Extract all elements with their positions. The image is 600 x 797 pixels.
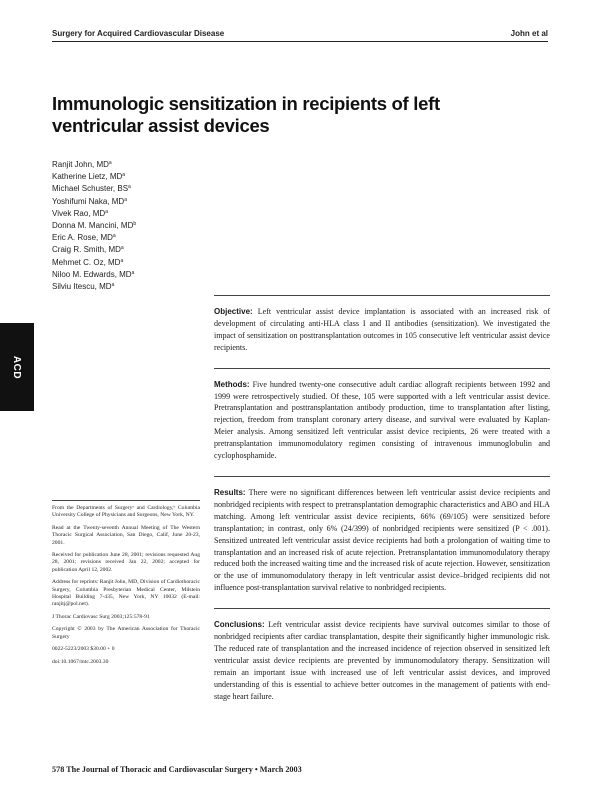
author-item: Yoshifumi Naka, $MD^a$: [52, 196, 127, 206]
author-item: Eric A. Rose, $MD^a$: [52, 233, 116, 243]
doi-note: doi:10.1067/mtc.2003.30: [52, 658, 109, 665]
author-item: Craig R. Smith, $MD^a$: [52, 245, 124, 255]
issn-note: 0022-5223/2003 $30.00 + 0: [52, 646, 115, 653]
abstract-methods: Methods: Five hundred twenty-one consecutive adult cardiac allograft recipients between 1992 and 1999 were retrospectively studied. Of these, 105 were supported with a left ventricular assist device. Pretransplantation and posttransplantation antibody production, time to transplantation after listing, rejection, freedom from transplant coronary artery disease, and survival were evaluated by Kaplan-Meier analysis. Among sensitized left ventricular assist device recipients, 26 were treated with a pretransplantation immunomodulatory regimen consisting of intravenous immunoglobulin and cyclophosphamide.: [214, 379, 550, 461]
section-header: Surgery for Acquired Cardiovascular Disease: [52, 29, 225, 38]
abstract-divider: [214, 608, 550, 609]
section-side-tab: [0, 323, 34, 411]
author-item: Niloo M. Edwards, $MD^a$: [52, 269, 135, 279]
author-item: Mehmet C. Oz, $MD^a$: [52, 257, 124, 267]
abstract-results: Results: There were no significant differences between left ventricular assist device recipients and nonbridged recipients with respect to pretransplantation demographic characteristics and ABO and HLA matching. Among left ventricular assist device recipients, 66% (69/105) were sensitized before transplantation; in contrast, only 6% (24/399) of nonbridged recipients were sensitized (P < .001). Sensitized untreated left ventricular assist device recipients had both a prolongation of waiting time to transplantation and an increased risk of acute rejection. Pretransplantation immunomodulatory therapy reduced both the increased waiting time and the increased risk of acute rejection. However, sensitization or the use of immunomodulatory therapy in left ventricular assist device–bridged recipients did not influence post-transplantation survival relative to nonbridged recipients.: [214, 487, 550, 593]
publication-dates-note: Received for publication June 28, 2001; revisions requested Aug 28, 2001; revisions received Jan 22, 2002; accepted for publication April 12, 2002.: [52, 552, 200, 573]
page-footer: 578 The Journal of Thoracic and Cardiovascular Surgery • March 2003: [52, 765, 302, 774]
abstract-divider: [214, 368, 550, 369]
author-list: [52, 158, 136, 292]
copyright-note: Copyright © 2003 by The American Association for Thoracic Surgery: [52, 626, 200, 640]
meeting-note: Read at the Twenty-seventh Annual Meeting of The Western Thoracic Surgical Association, San Diego, Calif, June 20-23, 2001.: [52, 524, 200, 546]
header-rule: [52, 41, 548, 42]
affiliation-note: From the Departments of Surgeryᵃ and Cardiology,ᵇ Columbia University College of Physicians and Surgeons, New York, NY.: [52, 505, 200, 519]
citation-note: J Thorac Cardiovasc Surg 2003;125:578-91: [52, 613, 150, 620]
abstract-conclusions: Conclusions: Left ventricular assist device recipients have survival outcomes similar to those of nonbridged recipients after cardiac transplantation, despite their significantly higher immunologic risk. The reduced rate of transplantation and the increased incidence of rejection observed in sensitized left ventricular assist device recipients are prevented by immunomodulatory therapy. Sensitization will remain an important issue with increased use of left ventricular assist devices, and improved understanding of this is essential to achieve better outcomes in the management of patients with end-stage heart failure.: [214, 620, 550, 701]
author-item: Silviu Itescu, $MD^a$: [52, 282, 115, 292]
author-item: Donna M. Mancini, $MD^b$: [52, 221, 137, 231]
author-item: Katherine Lietz, $MD^a$: [52, 172, 126, 182]
side-tab-label: ACD: [11, 355, 23, 379]
abstract-objective: Objective: Left ventricular assist device implantation is associated with an increased risk of development of circulating anti-HLA class I and II antibodies (sensitization). We investigated the impact of sensitization on posttransplantation outcomes in 105 consecutive left ventricular assist device recipients.: [214, 307, 550, 352]
article-title: Immunologic sensitization in recipients of left ventricular assist devices: [52, 93, 440, 136]
author-item: Michael Schuster, $BS^a$: [52, 184, 131, 194]
author-item: Ranjit John, $MD^a$: [52, 160, 112, 169]
running-head: John et al: [510, 29, 548, 38]
abstract: [214, 295, 550, 716]
abstract-divider: [214, 295, 550, 296]
article-notes: [52, 500, 200, 671]
author-item: Vivek Rao, $MD^a$: [52, 208, 108, 218]
reprints-note: Address for reprints: Ranjit John, MD, Division of Cardiothoracic Surgery, Columbia Presbyterian Medical Center, Milstein Hospital Building 7-435, New York, NY 10032 (E-mail: ranjitj@pol.net).: [52, 579, 200, 608]
abstract-divider: [214, 476, 550, 477]
